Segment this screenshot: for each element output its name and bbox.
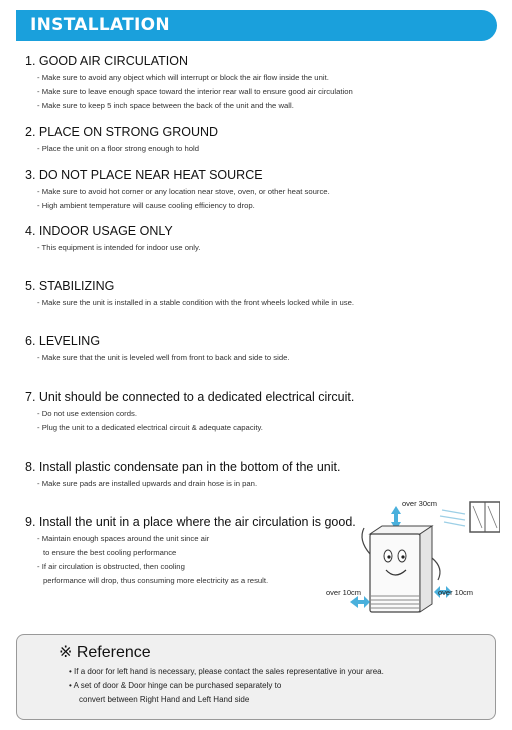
page-title: INSTALLATION xyxy=(30,15,170,35)
section-title: 8. Install plastic condensate pan in the bottom of the unit. xyxy=(25,460,341,474)
section-indoor-usage xyxy=(25,223,485,255)
section-item: - Plug the unit to a dedicated electrical circuit & adequate capacity. xyxy=(37,423,263,432)
section-good-air-circulation xyxy=(25,53,485,113)
section-item: - Maintain enough spaces around the unit since air xyxy=(37,534,210,543)
section-heat-source xyxy=(25,167,485,213)
section-item: - Make sure to avoid hot corner or any location near stove, oven, or other heat source. xyxy=(37,187,330,196)
left-clearance-label: over 10cm xyxy=(326,588,362,597)
reference-item: convert between Right Hand and Left Hand side xyxy=(79,695,250,704)
reference-box xyxy=(16,634,496,720)
right-clearance-label: over 10cm xyxy=(438,588,474,597)
section-item: - Make sure pads are installed upwards and drain hose is in pan. xyxy=(37,479,258,488)
section-item: - If air circulation is obstructed, then cooling xyxy=(37,562,185,571)
section-electrical-circuit xyxy=(25,389,485,435)
section-leveling xyxy=(25,333,485,365)
section-title: 4. INDOOR USAGE ONLY xyxy=(25,224,173,238)
top-clearance-label: over 30cm xyxy=(402,499,438,508)
section-title: 7. Unit should be connected to a dedicated electrical circuit. xyxy=(25,390,355,404)
reference-item: • A set of door & Door hinge can be purchased separately to xyxy=(69,681,282,690)
section-item: - Place the unit on a floor strong enough to hold xyxy=(37,144,199,153)
section-item: - Make sure to keep 5 inch space between the back of the unit and the wall. xyxy=(37,101,294,110)
clearance-illustration xyxy=(320,492,500,622)
section-title: 5. STABILIZING xyxy=(25,279,115,293)
installation-header xyxy=(16,10,497,41)
section-item: to ensure the best cooling performance xyxy=(43,548,177,557)
section-title: 9. Install the unit in a place where the air circulation is good. xyxy=(25,515,356,529)
reference-item: • If a door for left hand is necessary, please contact the sales representative in your area. xyxy=(69,667,384,676)
section-item: - This equipment is intended for indoor use only. xyxy=(37,243,201,252)
left-clearance-arrow-icon xyxy=(350,596,370,608)
section-title: 3. DO NOT PLACE NEAR HEAT SOURCE xyxy=(25,168,263,182)
section-item: - Make sure to avoid any object which will interrupt or block the air flow inside the unit. xyxy=(37,73,329,82)
section-strong-ground xyxy=(25,124,485,156)
section-item: - Make sure the unit is installed in a stable condition with the front wheels locked while in use. xyxy=(37,298,355,307)
section-title: 6. LEVELING xyxy=(25,334,101,348)
section-condensate-pan xyxy=(25,459,485,491)
window-icon xyxy=(470,502,500,532)
reference-title: ※ Reference xyxy=(59,644,151,661)
section-item: - Make sure that the unit is leveled well from front to back and side to side. xyxy=(37,353,290,362)
wind-lines-icon xyxy=(440,510,465,526)
section-item: - High ambient temperature will cause cooling efficiency to drop. xyxy=(37,201,255,210)
air-conditioner-unit-icon xyxy=(362,526,440,612)
section-stabilizing xyxy=(25,278,485,310)
section-item: performance will drop, thus consuming more electricity as a result. xyxy=(43,576,269,585)
section-item: - Make sure to leave enough space toward the interior rear wall to ensure good air circulation xyxy=(37,87,353,96)
section-title: 1. GOOD AIR CIRCULATION xyxy=(25,54,188,68)
section-item: - Do not use extension cords. xyxy=(37,409,137,418)
section-title: 2. PLACE ON STRONG GROUND xyxy=(25,125,219,139)
